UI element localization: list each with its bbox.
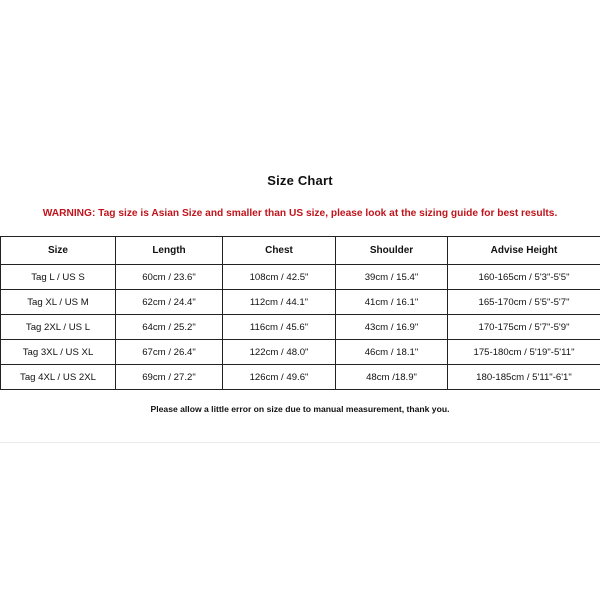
- cell-size: Tag 4XL / US 2XL: [1, 365, 116, 390]
- header-size: Size: [1, 237, 116, 265]
- header-shoulder: Shoulder: [336, 237, 448, 265]
- cell-advise-height: 170-175cm / 5'7"-5'9": [448, 315, 600, 340]
- table-row: [1, 365, 600, 390]
- table-row: [1, 315, 600, 340]
- header-chest: Chest: [223, 237, 336, 265]
- cell-advise-height: 180-185cm / 5'11"-6'1": [448, 365, 600, 390]
- cell-chest: 122cm / 48.0": [223, 340, 336, 365]
- cell-advise-height: 165-170cm / 5'5"-5'7": [448, 290, 600, 315]
- cell-advise-height: 175-180cm / 5'19"-5'11": [448, 340, 600, 365]
- measurement-note: Please allow a little error on size due to manual measurement, thank you.: [150, 404, 450, 414]
- table-row: [1, 265, 600, 290]
- divider: [0, 442, 600, 443]
- cell-length: 69cm / 27.2": [116, 365, 223, 390]
- header-advise-height: Advise Height: [448, 237, 600, 265]
- table-row: [1, 340, 600, 365]
- cell-shoulder: 41cm / 16.1": [336, 290, 448, 315]
- cell-length: 60cm / 23.6": [116, 265, 223, 290]
- table-row: [1, 290, 600, 315]
- cell-shoulder: 48cm /18.9": [336, 365, 448, 390]
- cell-advise-height: 160-165cm / 5'3"-5'5": [448, 265, 600, 290]
- warning-text: WARNING: Tag size is Asian Size and smaller than US size, please look at the sizing guide for best results.: [42, 208, 558, 219]
- cell-chest: 126cm / 49.6": [223, 365, 336, 390]
- cell-chest: 108cm / 42.5": [223, 265, 336, 290]
- size-table: [0, 236, 600, 390]
- cell-size: Tag XL / US M: [1, 290, 116, 315]
- cell-chest: 112cm / 44.1": [223, 290, 336, 315]
- cell-size: Tag L / US S: [1, 265, 116, 290]
- cell-size: Tag 2XL / US L: [1, 315, 116, 340]
- cell-length: 67cm / 26.4": [116, 340, 223, 365]
- cell-shoulder: 46cm / 18.1": [336, 340, 448, 365]
- cell-shoulder: 39cm / 15.4": [336, 265, 448, 290]
- header-length: Length: [116, 237, 223, 265]
- page-title: Size Chart: [267, 173, 333, 188]
- cell-length: 62cm / 24.4": [116, 290, 223, 315]
- table-header-row: [1, 237, 600, 265]
- cell-chest: 116cm / 45.6": [223, 315, 336, 340]
- cell-size: Tag 3XL / US XL: [1, 340, 116, 365]
- cell-length: 64cm / 25.2": [116, 315, 223, 340]
- cell-shoulder: 43cm / 16.9": [336, 315, 448, 340]
